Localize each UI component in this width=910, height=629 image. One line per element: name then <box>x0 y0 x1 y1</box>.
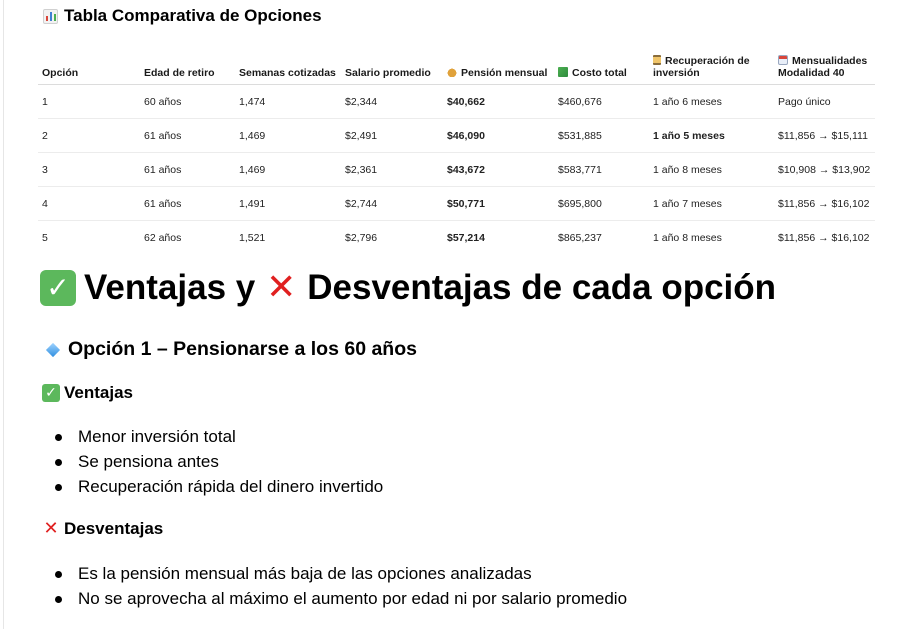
header-recovery: Recuperación de inversión <box>649 50 774 85</box>
cell-age: 61 años <box>140 187 235 221</box>
blue-diamond-icon <box>46 342 60 356</box>
advantages-title: Ventajas <box>64 383 133 402</box>
cell-cost: $460,676 <box>554 85 649 119</box>
list-item: Menor inversión total <box>52 424 383 449</box>
header-weeks: Semanas cotizadas <box>235 50 341 85</box>
cell-option: 3 <box>38 153 140 187</box>
header-option: Opción <box>38 50 140 85</box>
table-row <box>38 119 875 153</box>
hourglass-icon <box>653 55 661 65</box>
disadvantages-heading <box>42 519 163 539</box>
cell-monthly: $11,856 → $16,102 <box>774 187 875 221</box>
table-row <box>38 187 875 221</box>
cross-mark-icon: ✕ <box>43 518 59 539</box>
cross-mark-icon: ✕ <box>266 267 297 308</box>
cell-pension: $57,214 <box>447 231 485 244</box>
cell-age: 60 años <box>140 85 235 119</box>
list-item: No se aprovecha al máximo el aumento por edad ni por salario promedio <box>52 586 627 611</box>
advantages-heading <box>42 383 133 403</box>
cell-age: 61 años <box>140 119 235 153</box>
cell-age: 62 años <box>144 231 182 244</box>
cell-monthly: $11,856 → $15,111 <box>774 119 875 153</box>
cell-salary: $2,796 <box>345 231 378 244</box>
cell-pension: $50,771 <box>443 187 554 221</box>
table-row <box>38 153 875 187</box>
calendar-icon <box>778 55 788 65</box>
cell-pension: $40,662 <box>443 85 554 119</box>
cell-pension: $46,090 <box>443 119 554 153</box>
cell-monthly: $11,856 → $16,102 <box>778 231 870 244</box>
cell-salary: $2,361 <box>341 153 443 187</box>
cell-cost: $695,800 <box>554 187 649 221</box>
heading-part-2: Desventajas de cada opción <box>307 268 777 307</box>
check-mark-icon: ✓ <box>40 270 76 306</box>
list-item: Se pensiona antes <box>52 449 383 474</box>
money-bag-icon <box>447 67 457 77</box>
cell-option: 5 <box>42 231 48 244</box>
cell-cost: $865,237 <box>558 231 602 244</box>
cell-recovery: 1 año 5 meses <box>649 119 774 153</box>
cell-salary: $2,344 <box>341 85 443 119</box>
disadvantages-title: Desventajas <box>64 519 164 538</box>
cell-recovery: 1 año 7 meses <box>649 187 774 221</box>
header-total-cost: Costo total <box>554 50 649 85</box>
cell-salary: $2,744 <box>341 187 443 221</box>
header-salary: Salario promedio <box>341 50 443 85</box>
header-retirement-age: Edad de retiro <box>140 50 235 85</box>
comparison-table <box>38 50 875 254</box>
cell-pension: $43,672 <box>443 153 554 187</box>
money-wings-icon <box>558 67 568 77</box>
cell-weeks: 1,474 <box>235 85 341 119</box>
cell-monthly: $10,908 → $13,902 <box>774 153 875 187</box>
header-pension: Pensión mensual <box>443 50 554 85</box>
table-row <box>38 85 875 119</box>
table-header-row <box>38 50 875 85</box>
cell-weeks: 1,521 <box>239 231 266 244</box>
check-mark-icon: ✓ <box>42 384 60 402</box>
option-1-heading <box>45 338 417 361</box>
cell-weeks: 1,491 <box>235 187 341 221</box>
list-item: Recuperación rápida del dinero invertido <box>52 474 383 499</box>
list-item: Es la pensión mensual más baja de las opciones analizadas <box>52 561 627 586</box>
header-monthly-payments: Mensualidades Modalidad 40 <box>774 50 875 85</box>
option-1-heading-text: Opción 1 – Pensionarse a los 60 años <box>68 338 417 360</box>
cell-recovery: 1 año 6 meses <box>649 85 774 119</box>
cell-cost: $583,771 <box>554 153 649 187</box>
cell-option: 4 <box>38 187 140 221</box>
cell-monthly: Pago único <box>774 85 875 119</box>
heading-part-1: Ventajas y <box>84 268 256 307</box>
table-row <box>38 221 875 255</box>
cell-weeks: 1,469 <box>235 119 341 153</box>
cell-option: 2 <box>38 119 140 153</box>
page-left-border <box>3 0 4 629</box>
advantages-disadvantages-heading <box>40 268 776 308</box>
advantages-list <box>52 424 383 499</box>
cell-age: 61 años <box>140 153 235 187</box>
disadvantages-list <box>52 561 627 611</box>
cell-recovery: 1 año 8 meses <box>649 153 774 187</box>
cell-recovery: 1 año 8 meses <box>653 231 722 244</box>
cell-option: 1 <box>38 85 140 119</box>
cell-salary: $2,491 <box>341 119 443 153</box>
cell-cost: $531,885 <box>554 119 649 153</box>
table-section-title <box>43 6 322 26</box>
cell-weeks: 1,469 <box>235 153 341 187</box>
bar-chart-icon <box>43 9 58 24</box>
table-title-text: Tabla Comparativa de Opciones <box>64 6 322 25</box>
